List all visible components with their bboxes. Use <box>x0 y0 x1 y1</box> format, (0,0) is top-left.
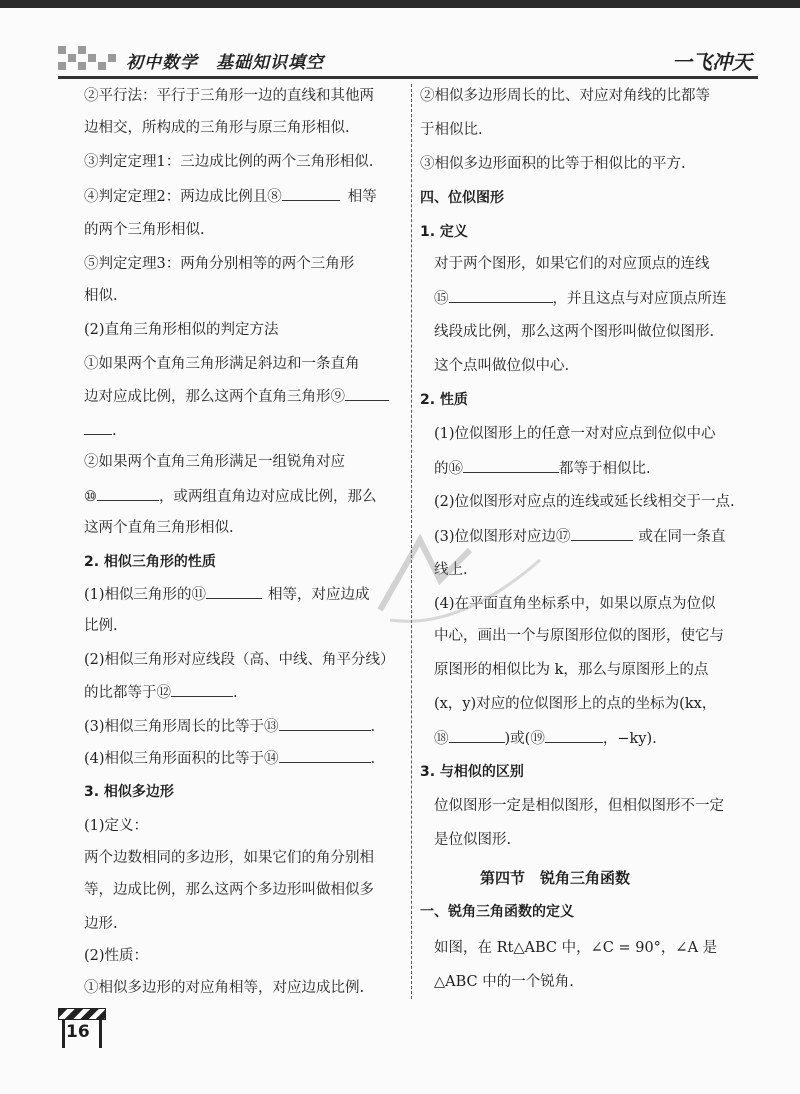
header-brand: 一飞冲天 <box>672 50 752 74</box>
page-number-badge <box>58 1008 106 1050</box>
chapter-section-title: 第四节 锐角三角函数 <box>480 869 631 887</box>
text-segment: 相等 <box>347 189 377 205</box>
answer-blank-13[interactable] <box>279 716 371 731</box>
text-line: (4)在平面直角坐标系中，如果以原点为位似 <box>434 596 716 612</box>
section-heading: 一、锐角三角函数的定义 <box>420 904 574 920</box>
text-segment: (3)位似图形对应边⑰ <box>434 529 571 545</box>
text-line: 对于两个图形，如果它们的对应顶点的连线 <box>434 256 710 272</box>
text-line <box>84 584 370 605</box>
text-line: 这两个直角三角形相似. <box>84 520 234 536</box>
text-segment: ④判定定理2：两边成比例且⑧ <box>84 189 282 205</box>
answer-blank-14[interactable] <box>279 748 371 763</box>
answer-blank-17[interactable] <box>571 526 633 541</box>
answer-blank-12[interactable] <box>171 682 233 697</box>
text-line: 边形. <box>84 916 118 932</box>
text-line: ①相似多边形的对应角相等，对应边成比例. <box>84 980 365 996</box>
top-border <box>0 0 800 8</box>
subsection-heading: 3. 与相似的区别 <box>420 764 524 780</box>
subsection-heading: 2. 性质 <box>420 392 468 408</box>
subsection-heading: 1. 定义 <box>420 224 468 240</box>
section-heading: 四、位似图形 <box>420 190 504 206</box>
text-segment: . <box>370 751 376 767</box>
text-line: 原图形的相似比为 k，那么与原图形上的点 <box>434 662 709 678</box>
page-number: 16 <box>66 1022 90 1042</box>
header-rule <box>58 76 758 79</box>
text-segment: 或在同一条直 <box>638 529 726 545</box>
answer-blank-15[interactable] <box>449 288 553 303</box>
text-line: (2)相似三角形对应线段（高、中线、角平分线） <box>84 652 395 668</box>
answer-blank-9-cont[interactable] <box>84 420 112 435</box>
answer-blank-11[interactable] <box>206 584 262 599</box>
text-line: 线上. <box>434 562 468 578</box>
text-line <box>84 748 375 769</box>
watermark-logo-icon <box>360 520 560 640</box>
text-line: 边相交，所构成的三角形与原三角形相似. <box>84 120 350 136</box>
text-line: 两个边数相同的多边形，如果它们的角分别相 <box>84 850 374 866</box>
text-line: 是位似图形. <box>434 832 512 848</box>
text-segment: )或(⑲ <box>504 731 545 747</box>
text-segment: . <box>112 423 117 439</box>
text-segment: . <box>370 719 376 735</box>
text-segment: ⑮ <box>434 291 449 307</box>
text-line: ③相似多边形面积的比等于相似比的平方. <box>420 156 686 172</box>
text-line <box>434 728 657 749</box>
hurdle-icon <box>58 1008 106 1020</box>
text-line: ②相似多边形周长的比、对应对角线的比都等 <box>420 88 710 104</box>
text-line: (2)性质： <box>84 948 149 964</box>
text-line <box>84 420 117 441</box>
text-line: ①如果两个直角三角形满足斜边和一条直角 <box>84 356 360 372</box>
text-segment: . <box>233 685 238 701</box>
text-line: 比例. <box>84 618 118 634</box>
text-segment: ⑱ <box>434 731 449 747</box>
header-title: 初中数学 基础知识填空 <box>126 53 324 73</box>
text-line: 于相似比. <box>420 122 483 138</box>
text-segment: 都等于相似比. <box>559 461 651 477</box>
text-line: (1)定义： <box>84 818 149 834</box>
text-segment: 相等，对应边成 <box>268 587 370 603</box>
text-line: 等，边成比例，那么这两个多边形叫做相似多 <box>84 882 374 898</box>
answer-blank-10[interactable] <box>97 486 159 501</box>
text-line <box>84 186 377 207</box>
text-segment: (3)相似三角形周长的比等于⑬ <box>84 719 279 735</box>
text-segment: ⑩ <box>84 489 97 505</box>
text-segment: ，或两组直角边对应成比例，那么 <box>159 489 377 505</box>
text-line: (2)直角三角形相似的判定方法 <box>84 322 279 338</box>
text-segment: (4)相似三角形面积的比等于⑭ <box>84 751 279 767</box>
text-segment: 的比都等于⑫ <box>84 685 171 701</box>
text-line: (x，y)对应的位似图形上的点的坐标为(kx， <box>434 696 717 712</box>
text-segment: ，并且这点与对应顶点所连 <box>552 291 727 307</box>
text-line: △ABC 中的一个锐角. <box>434 974 574 990</box>
text-line <box>84 486 377 507</box>
text-line <box>434 458 651 479</box>
text-line: ⑤判定定理3：两角分别相等的两个三角形 <box>84 256 355 272</box>
section-heading: 3. 相似多边形 <box>84 784 174 800</box>
text-line <box>434 288 727 309</box>
text-line: 中心，画出一个与原图形位似的图形，使它与 <box>434 628 724 644</box>
text-segment: 边对应成比例，那么这两个直角三角形⑨ <box>84 389 345 405</box>
section-heading: 2. 相似三角形的性质 <box>84 554 216 570</box>
answer-blank-16[interactable] <box>463 458 559 473</box>
text-segment: (1)相似三角形的⑪ <box>84 587 207 603</box>
answer-blank-19[interactable] <box>545 728 603 743</box>
answer-blank-8[interactable] <box>282 186 340 201</box>
text-line: ②平行法：平行于三角形一边的直线和其他两 <box>84 88 374 104</box>
text-line: (2)位似图形对应点的连线或延长线相交于一点. <box>434 494 735 510</box>
text-line: 位似图形一定是相似图形，但相似图形不一定 <box>434 798 724 814</box>
page-header <box>58 42 758 82</box>
text-segment: ，−ky). <box>602 731 657 747</box>
text-segment: 的⑯ <box>434 461 463 477</box>
answer-blank-9[interactable] <box>345 386 389 401</box>
text-line: ②如果两个直角三角形满足一组锐角对应 <box>84 454 345 470</box>
text-line: 线段成比例，那么这两个图形叫做位似图形. <box>434 324 715 340</box>
text-line: 相似. <box>84 288 118 304</box>
header-decoration-icon <box>58 46 118 76</box>
text-line: 这个点叫做位似中心. <box>434 358 570 374</box>
text-line: (1)位似图形上的任意一对对应点到位似中心 <box>434 426 716 442</box>
text-line: 如图，在 Rt△ABC 中，∠C = 90°，∠A 是 <box>434 940 718 956</box>
text-line: ③判定定理1：三边成比例的两个三角形相似. <box>84 154 374 170</box>
text-line <box>84 716 375 737</box>
answer-blank-18[interactable] <box>449 728 505 743</box>
text-line <box>84 386 389 407</box>
text-line <box>84 682 238 703</box>
text-line: 的两个三角形相似. <box>84 222 205 238</box>
